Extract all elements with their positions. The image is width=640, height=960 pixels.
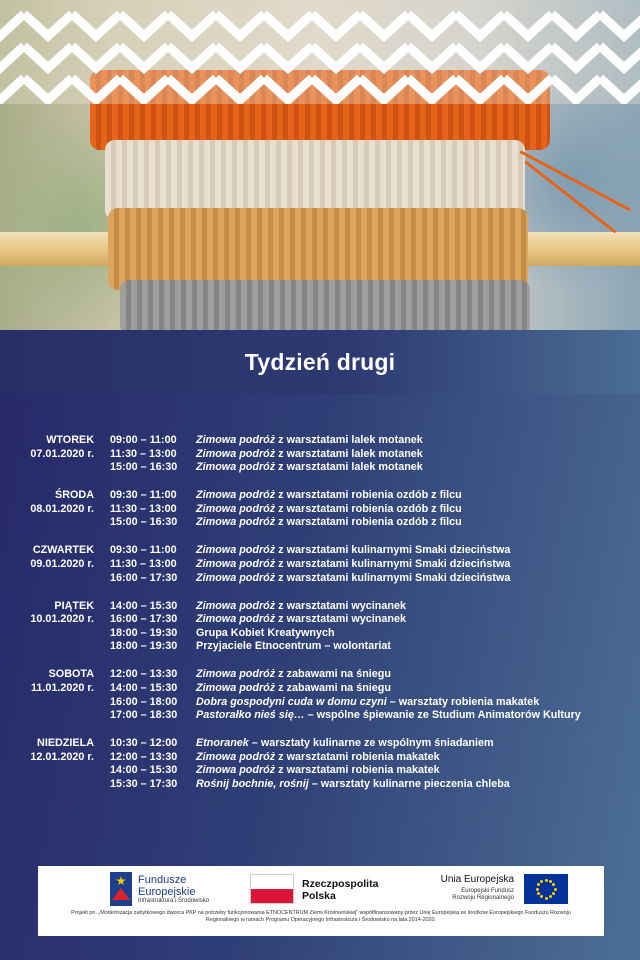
day-label	[30, 600, 94, 627]
event-description	[196, 516, 462, 530]
ue-sub2: Rozwoju Regionalnego	[452, 895, 514, 901]
event-title: Zimowa podróż	[196, 571, 276, 584]
event-description	[196, 461, 423, 475]
day-date: 07.01.2020 r.	[30, 447, 94, 460]
weave-band-tan	[108, 208, 528, 290]
day-name: WTOREK	[46, 434, 94, 446]
day-name: CZWARTEK	[32, 544, 94, 557]
event-description	[196, 448, 423, 462]
event-title: Zimowa podróż	[196, 613, 276, 626]
event-title: Zimowa podróż	[196, 489, 276, 502]
event-title: Zimowa podróż	[196, 461, 276, 474]
day-label	[30, 544, 94, 571]
day-label	[30, 737, 94, 764]
day-label	[30, 668, 94, 695]
fe-line2: Europejskie	[138, 886, 196, 898]
event-detail: z warsztatami lalek motanek	[275, 447, 423, 460]
funding-footer	[38, 866, 604, 936]
event-title: Rośnij bochnie, rośnij	[196, 777, 309, 790]
event-time: 12:00 – 13:30	[110, 668, 178, 681]
event-detail: – warsztaty kulinarne pieczenia chleba	[308, 777, 510, 790]
event-title: Zimowa podróż	[196, 516, 276, 529]
day-label	[30, 434, 94, 461]
event-detail: z warsztatami robienia ozdób z filcu	[275, 516, 462, 529]
day-block	[0, 544, 640, 585]
title-bar	[0, 330, 640, 394]
event-description	[196, 709, 581, 723]
page-title: Tydzień drugi	[244, 349, 396, 375]
event-title: Zimowa podróż	[196, 557, 276, 570]
event-title: Pastorałko nieś się…	[196, 709, 305, 722]
rp-line1: Rzeczpospolita	[302, 878, 379, 890]
event-description	[196, 434, 423, 448]
fe-star-icon	[110, 872, 132, 906]
polish-flag-icon	[250, 874, 294, 904]
event-detail: z warsztatami kulinarnymi Smaki dzieciństwa	[275, 557, 511, 570]
event-time: 10:30 – 12:00	[110, 737, 178, 750]
rp-line2: Polska	[302, 890, 336, 902]
weave-band-grey	[120, 280, 530, 330]
event-title: Zimowa podróż	[196, 681, 276, 694]
event-description	[196, 751, 440, 765]
event-description	[196, 544, 510, 558]
event-time: 09:00 – 11:00	[110, 434, 177, 446]
event-description	[196, 778, 510, 792]
hero-image	[0, 0, 640, 330]
event-detail: – warsztaty robienia makatek	[386, 695, 540, 708]
event-title: Zimowa podróż	[196, 544, 276, 557]
event-time: 14:00 – 15:30	[110, 599, 178, 612]
fe-line1: Fundusze	[138, 874, 187, 886]
event-description	[196, 696, 539, 710]
event-time: 09:30 – 11:00	[110, 489, 177, 502]
event-title: Zimowa podróż	[196, 447, 276, 460]
event-time: 16:00 – 17:30	[110, 613, 178, 626]
event-title: Zimowa podróż	[196, 668, 276, 681]
event-description	[196, 640, 391, 654]
fe-subtitle: Infrastruktura i Środowisko	[138, 898, 210, 904]
fundusze-europejskie-logo	[110, 872, 240, 906]
day-label	[30, 489, 94, 516]
event-detail: Grupa Kobiet Kreatywnych	[196, 626, 335, 639]
event-title: Zimowa podróż	[196, 599, 276, 612]
event-detail: z warsztatami lalek motanek	[275, 461, 423, 474]
event-time: 15:00 – 16:30	[110, 516, 178, 529]
day-name: SOBOTA	[48, 668, 94, 681]
rzeczpospolita-logo	[250, 874, 390, 904]
day-date: 09.01.2020 r.	[30, 557, 94, 570]
eu-flag-icon	[524, 874, 568, 904]
event-title: Zimowa podróż	[196, 750, 276, 763]
event-description	[196, 600, 406, 614]
funding-note: Projekt pn. „Modernizacja zabytkowego dworca PKP na potrzeby funkcjonowania ETNOCENTRUM Ziemi Krośnieńskiej” współfinansowany przez Unię Europejską ze środków Europejskiego Funduszu Rozwoju Regionalnego w ramach Programu Operacyjnego Infrastruktura i Środowisko na lata 2014-2020.	[71, 910, 571, 923]
unia-europejska-logo	[400, 872, 596, 906]
event-description	[196, 737, 494, 751]
event-detail: z warsztatami lalek motanek	[275, 434, 423, 446]
event-detail: z warsztatami robienia ozdób z filcu	[275, 502, 462, 515]
event-detail: – warsztaty kulinarne ze wspólnym śniadaniem	[248, 737, 494, 750]
event-description	[196, 682, 391, 696]
event-time: 16:00 – 18:00	[110, 695, 178, 708]
event-description	[196, 489, 462, 503]
event-detail: Przyjaciele Etnocentrum – wolontariat	[196, 640, 391, 653]
event-detail: – wspólne śpiewanie ze Studium Animatorów Kultury	[304, 709, 581, 722]
event-description	[196, 613, 406, 627]
event-time: 15:30 – 17:30	[110, 777, 178, 790]
event-time: 16:00 – 17:30	[110, 571, 178, 584]
event-title: Zimowa podróż	[196, 764, 276, 777]
event-description	[196, 503, 462, 517]
event-title: Dobra gospodyni cuda w domu czyni	[196, 695, 387, 708]
chevron-pattern-decoration	[0, 0, 640, 104]
day-date: 08.01.2020 r.	[30, 502, 94, 515]
day-block	[0, 434, 640, 475]
day-name: NIEDZIELA	[37, 737, 94, 750]
event-detail: z zabawami na śniegu	[275, 681, 391, 694]
event-title: Zimowa podróż	[196, 502, 276, 515]
event-detail: z warsztatami kulinarnymi Smaki dzieciństwa	[275, 571, 511, 584]
ue-sub1: Europejski Fundusz	[461, 888, 514, 894]
event-time: 18:00 – 19:30	[110, 640, 178, 653]
event-time: 14:00 – 15:30	[110, 764, 178, 777]
day-date: 12.01.2020 r.	[30, 750, 94, 763]
event-description	[196, 764, 440, 778]
event-detail: z warsztatami robienia makatek	[275, 750, 440, 763]
event-title: Etnoranek	[196, 737, 249, 750]
event-detail: z warsztatami robienia makatek	[275, 764, 440, 777]
event-title: Zimowa podróż	[196, 434, 276, 446]
event-time: 12:00 – 13:30	[110, 750, 178, 763]
event-time: 09:30 – 11:00	[110, 544, 177, 557]
event-description	[196, 572, 510, 586]
day-block	[0, 600, 640, 654]
event-description	[196, 668, 391, 682]
event-time: 11:30 – 13:00	[110, 557, 177, 570]
ue-title: Unia Europejska	[440, 874, 514, 885]
event-detail: z warsztatami wycinanek	[275, 599, 407, 612]
day-date: 10.01.2020 r.	[30, 613, 94, 626]
event-detail: z warsztatami wycinanek	[275, 613, 407, 626]
event-detail: z warsztatami robienia ozdób z filcu	[275, 489, 462, 502]
event-time: 18:00 – 19:30	[110, 626, 178, 639]
event-description	[196, 627, 335, 641]
event-detail: z zabawami na śniegu	[275, 668, 391, 681]
day-date: 11.01.2020 r.	[30, 681, 94, 694]
event-time: 14:00 – 15:30	[110, 681, 178, 694]
event-time: 17:00 – 18:30	[110, 709, 178, 722]
day-block	[0, 489, 640, 530]
day-name: ŚRODA	[55, 489, 94, 502]
event-detail: z warsztatami kulinarnymi Smaki dzieciństwa	[275, 544, 511, 557]
day-name: PIĄTEK	[54, 599, 94, 612]
event-time: 15:00 – 16:30	[110, 461, 178, 474]
day-block	[0, 668, 640, 722]
day-block	[0, 737, 640, 791]
event-time: 11:30 – 13:00	[110, 447, 177, 460]
event-description	[196, 558, 510, 572]
event-time: 11:30 – 13:00	[110, 502, 177, 515]
